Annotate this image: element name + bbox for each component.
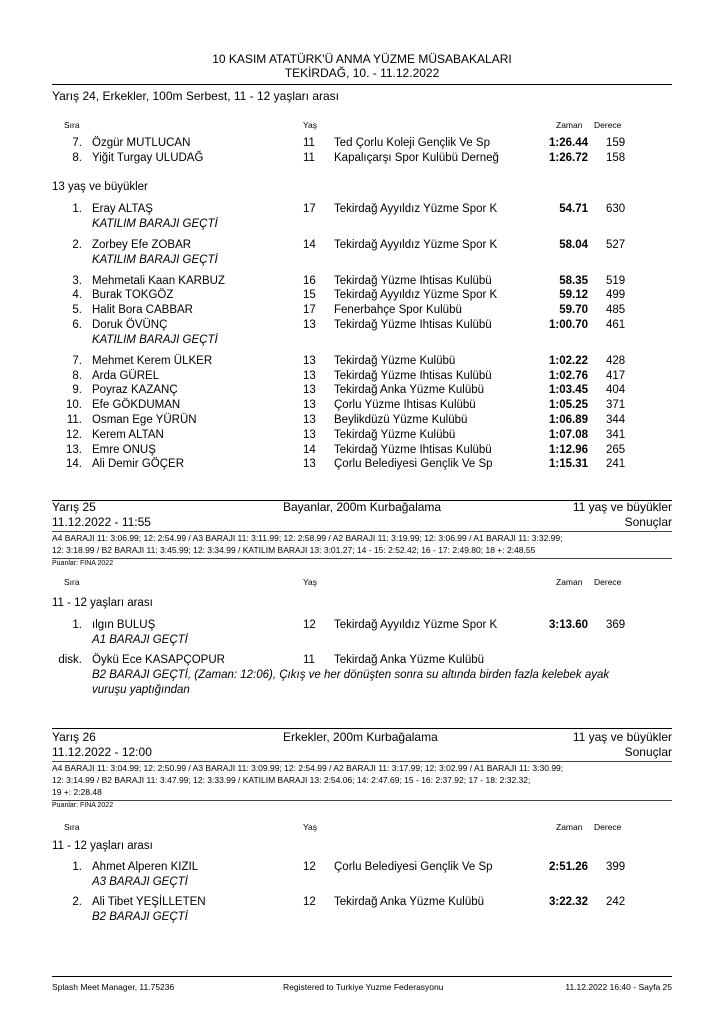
result-place: 1. <box>72 203 82 215</box>
result-club: Beylikdüzü Yüzme Kulübü <box>334 414 468 426</box>
page-title: 10 KASIM ATATÜRK'Ü ANMA YÜZME MÜSABAKALARI <box>212 52 512 66</box>
result-age: 12 <box>303 861 316 873</box>
result-place: 2. <box>72 896 82 908</box>
result-points: 241 <box>606 458 626 471</box>
result-age: 13 <box>303 414 316 426</box>
result-points: 344 <box>606 414 626 426</box>
result-place: 7. <box>72 137 82 149</box>
result-name: Ali Tibet YEŞİLLETEN <box>92 896 206 908</box>
result-age: 12 <box>303 896 316 908</box>
result-points: 461 <box>606 319 626 331</box>
result-row <box>0 444 724 459</box>
result-row <box>0 384 724 399</box>
result-row <box>0 289 724 304</box>
result-points: 630 <box>606 203 626 215</box>
result-age: 14 <box>303 238 316 251</box>
race25-category: 11 yaş ve büyükler <box>572 500 672 514</box>
result-time: 1:02.22 <box>548 354 588 367</box>
result-time: 59.12 <box>559 289 588 302</box>
result-row <box>0 654 724 669</box>
result-time: 3:13.60 <box>548 619 588 631</box>
result-name: ılgın BULUŞ <box>92 619 156 631</box>
result-club: Tekirdağ Ayyıldız Yüzme Spor K <box>334 203 498 215</box>
footer-page-info: 11.12.2022 16:40 - Sayfa 25 <box>565 982 672 992</box>
result-row <box>0 203 724 218</box>
race25-datetime: 11.12.2022 - 11:55 <box>52 515 151 529</box>
result-place: 4. <box>72 289 82 302</box>
result-time: 1:12.96 <box>548 443 588 456</box>
result-name: Özgür MUTLUCAN <box>92 137 191 149</box>
header-divider <box>52 84 672 85</box>
result-club: Tekirdağ Yüzme Kulübü <box>334 428 456 441</box>
result-place: 1. <box>72 861 82 873</box>
result-place: 5. <box>72 304 82 317</box>
result-age: 11 <box>303 137 315 149</box>
result-club: Tekirdağ Yüzme Ihtisas Kulübü <box>334 274 492 287</box>
race26-qualifying-line1: A4 BARAJI 11: 3:04.99; 12: 2:50.99 / A3 BARAJI 11: 3:09.99; 12: 2:54.99 / A2 BARAJI 11: 3:17.99; 12: 3:02.99 / A1 BARAJI 11: 3:30.99; <box>52 763 564 773</box>
result-points: 417 <box>606 369 626 382</box>
result-name: Eray ALTAŞ <box>92 203 153 215</box>
result-points: 369 <box>606 619 626 631</box>
result-time: 1:07.08 <box>548 428 588 441</box>
result-club: Tekirdağ Ayyıldız Yüzme Spor K <box>334 619 498 631</box>
col-time: Zaman <box>556 120 583 130</box>
result-age: 13 <box>303 428 316 441</box>
result-row <box>0 399 724 414</box>
result-name: Emre ONUŞ <box>92 443 156 456</box>
result-points: 159 <box>606 137 626 149</box>
result-club: Tekirdağ Anka Yüzme Kulübü <box>334 384 485 397</box>
result-age: 17 <box>303 304 316 317</box>
result-place: 6. <box>72 319 82 331</box>
result-age: 13 <box>303 369 316 382</box>
result-points: 499 <box>606 289 626 302</box>
result-age: 15 <box>303 289 316 302</box>
result-row <box>0 355 724 370</box>
result-time: 1:26.72 <box>548 152 588 164</box>
result-row <box>0 275 724 290</box>
result-age: 13 <box>303 384 316 397</box>
result-row <box>0 152 724 167</box>
result-club: Ted Çorlu Koleji Gençlik Ve Sp <box>334 137 490 149</box>
result-row <box>0 239 724 254</box>
result-points: 341 <box>606 428 626 441</box>
col-place: Sıra <box>64 822 80 832</box>
race26-column-headers <box>0 822 724 837</box>
result-club: Çorlu Belediyesi Gençlik Ve Sp <box>334 861 493 873</box>
result-name: Ahmet Alperen KIZIL <box>92 861 199 873</box>
result-club: Tekirdağ Yüzme Ihtisas Kulübü <box>334 319 492 331</box>
result-age: 13 <box>303 458 316 471</box>
result-name: Halit Bora CABBAR <box>92 304 193 317</box>
race25-status: Sonuçlar <box>624 515 672 529</box>
result-time: 3:22.32 <box>548 896 588 908</box>
result-time: 1:15.31 <box>548 458 588 471</box>
race25-qual-divider-bottom <box>52 558 672 559</box>
result-time: 2:51.26 <box>548 861 588 873</box>
race26-points-system: Puanlar: FINA 2022 <box>52 802 114 809</box>
col-points: Derece <box>594 577 622 587</box>
result-place: 8. <box>72 152 82 164</box>
result-row <box>0 370 724 385</box>
col-time: Zaman <box>556 822 583 832</box>
result-club: Tekirdağ Yüzme Kulübü <box>334 354 456 367</box>
result-club: Tekirdağ Ayyıldız Yüzme Spor K <box>334 289 498 302</box>
col-age: Yaş <box>303 120 318 130</box>
result-points: 527 <box>606 238 626 251</box>
race26-datetime: 11.12.2022 - 12:00 <box>52 745 152 759</box>
result-name: Arda GÜREL <box>92 369 160 382</box>
result-age: 17 <box>303 203 316 215</box>
result-row <box>0 304 724 319</box>
result-time: 1:02.76 <box>548 369 588 382</box>
result-place: 9. <box>72 384 82 397</box>
col-place: Sıra <box>64 577 80 587</box>
result-club: Tekirdağ Anka Yüzme Kulübü <box>334 654 485 666</box>
result-time: 1:06.89 <box>548 414 588 426</box>
result-time: 1:00.70 <box>548 319 588 331</box>
race25-qualifying-line2: 12: 3:18.99 / B2 BARAJI 11: 3:45.99; 12: 3:34.99 / KATILIM BARAJI 13: 3:01.27; 14 - 15: 2:52.42; 16 - 17: 2:49.80; 18 +: 2:48.55 <box>52 545 536 555</box>
race26-group: 11 - 12 yaşları arası <box>52 840 153 852</box>
result-row <box>0 429 724 444</box>
result-row <box>0 137 724 152</box>
result-place: 3. <box>72 274 82 287</box>
race26-number: Yarış 26 <box>52 730 96 744</box>
footer-divider <box>52 976 672 977</box>
race26-qual-divider-bottom <box>52 800 672 801</box>
col-place: Sıra <box>64 120 80 130</box>
result-name: Mehmetali Kaan KARBUZ <box>92 274 225 287</box>
result-place: 2. <box>72 238 82 251</box>
result-age: 13 <box>303 354 316 367</box>
result-club: Kapalıçarşı Spor Kulübü Derneğ <box>334 152 499 164</box>
result-age: 16 <box>303 274 316 287</box>
result-time: 59.70 <box>559 304 588 317</box>
result-name: Kerem ALTAN <box>92 428 164 441</box>
result-row <box>0 619 724 634</box>
result-points: 265 <box>606 443 626 456</box>
result-club: Tekirdağ Yüzme Ihtisas Kulübü <box>334 369 492 382</box>
race25-points-system: Puanlar: FINA 2022 <box>52 560 114 567</box>
footer-registration: Registered to Turkiye Yuzme Federasyonu <box>283 982 444 992</box>
result-name: Doruk ÖVÜNÇ <box>92 319 168 331</box>
result-club: Tekirdağ Anka Yüzme Kulübü <box>334 896 485 908</box>
result-note: KATILIM BARAJI GEÇTİ <box>92 333 218 346</box>
result-points: 242 <box>606 896 626 908</box>
race24-title: Yarış 24, Erkekler, 100m Serbest, 11 - 12 yaşları arası <box>52 89 340 103</box>
race24-column-headers <box>0 120 724 135</box>
result-club: Tekirdağ Yüzme Ihtisas Kulübü <box>334 443 492 456</box>
result-time: 54.71 <box>559 203 588 215</box>
result-points: 371 <box>606 399 626 412</box>
result-note: A3 BARAJI GEÇTİ <box>92 876 188 888</box>
result-note: B2 BARAJI GEÇTİ <box>92 911 188 923</box>
result-points: 519 <box>606 274 626 287</box>
result-age: 12 <box>303 619 316 631</box>
race25-column-headers <box>0 577 724 592</box>
result-place: 12. <box>66 428 82 441</box>
result-time: 58.04 <box>559 238 588 251</box>
result-place: 10. <box>66 399 82 412</box>
result-name: Zorbey Efe ZOBAR <box>92 238 192 251</box>
result-place: 8. <box>72 369 82 382</box>
result-name: Öykü Ece KASAPÇOPUR <box>92 654 225 666</box>
col-points: Derece <box>594 120 622 130</box>
race25-qualifying-line1: A4 BARAJI 11: 3:06.99; 12: 2:54.99 / A3 BARAJI 11: 3:11.99; 12: 2:58.99 / A2 BARAJI 11: 3:19.99; 12: 3:06.99 / A1 BARAJI 11: 3:32.99; <box>52 533 563 543</box>
race25-event: Bayanlar, 200m Kurbağalama <box>283 500 442 514</box>
result-age: 11 <box>303 152 315 164</box>
result-points: 428 <box>606 354 626 367</box>
result-name: Burak TOKGÖZ <box>92 289 174 302</box>
race26-divider <box>52 728 672 729</box>
race26-status: Sonuçlar <box>624 745 672 759</box>
race26-qualifying-line3: 19 +: 2:28.48 <box>52 787 102 797</box>
result-time: 1:26.44 <box>548 137 588 149</box>
col-time: Zaman <box>556 577 583 587</box>
result-club: Tekirdağ Ayyıldız Yüzme Spor K <box>334 238 498 251</box>
result-points: 404 <box>606 384 626 397</box>
result-time: 1:05.25 <box>548 399 588 412</box>
result-points: 485 <box>606 304 626 317</box>
result-name: Mehmet Kerem ÜLKER <box>92 354 213 367</box>
result-place: 11. <box>66 414 82 426</box>
result-row <box>0 414 724 429</box>
result-age: 13 <box>303 399 316 412</box>
result-note-cont: vuruşu yaptığından <box>92 684 190 696</box>
result-place: 1. <box>72 619 82 631</box>
race25-number: Yarış 25 <box>52 500 96 514</box>
result-points: 399 <box>606 861 626 873</box>
result-row <box>0 896 724 911</box>
race26-qual-divider <box>52 761 672 762</box>
result-age: 14 <box>303 443 316 456</box>
result-time: 1:03.45 <box>548 384 588 397</box>
race25-group: 11 - 12 yaşları arası <box>52 597 153 609</box>
result-note: KATILIM BARAJI GEÇTİ <box>92 217 218 230</box>
result-place: 7. <box>72 354 82 367</box>
result-row <box>0 458 724 473</box>
result-name: Poyraz KAZANÇ <box>92 384 178 397</box>
result-name: Ali Demir GÖÇER <box>92 458 185 471</box>
result-row <box>0 319 724 334</box>
result-name: Yiğit Turgay ULUDAĞ <box>92 152 204 164</box>
race25-qual-divider <box>52 531 672 532</box>
col-age: Yaş <box>303 577 318 587</box>
result-points: 158 <box>606 152 626 164</box>
result-place: 14. <box>66 458 82 471</box>
race24-group-13plus: 13 yaş ve büyükler <box>52 181 148 193</box>
result-club: Çorlu Yüzme Ihtisas Kulübü <box>334 399 476 412</box>
race26-category: 11 yaş ve büyükler <box>572 730 672 744</box>
col-age: Yaş <box>303 822 318 832</box>
result-age: 13 <box>303 319 316 331</box>
race26-qualifying-line2: 12: 3:14.99 / B2 BARAJI 11: 3:47.99; 12: 3:33.99 / KATILIM BARAJI 13: 2:54.06; 14: 2:47.69; 15 - 16: 2:37.92; 17 - 18: 2:32.32; <box>52 775 531 785</box>
page-subtitle: TEKİRDAĞ, 10. - 11.12.2022 <box>284 66 440 80</box>
result-row <box>0 861 724 876</box>
result-name: Efe GÖKDUMAN <box>92 399 181 412</box>
result-age: 11 <box>303 654 315 666</box>
result-place: disk. <box>58 654 82 666</box>
result-place: 13. <box>66 443 82 456</box>
race26-event: Erkekler, 200m Kurbağalama <box>283 730 438 744</box>
footer-software: Splash Meet Manager, 11.75236 <box>52 982 175 992</box>
result-time: 58.35 <box>559 274 588 287</box>
col-points: Derece <box>594 822 622 832</box>
result-name: Osman Ege YÜRÜN <box>92 414 197 426</box>
result-club: Çorlu Belediyesi Gençlik Ve Sp <box>334 458 493 471</box>
result-note: A1 BARAJI GEÇTİ <box>92 634 188 646</box>
result-note: KATILIM BARAJI GEÇTİ <box>92 253 218 266</box>
result-note: B2 BARAJI GEÇTİ, (Zaman: 12:06), Çıkış ve her dönüşten sonra su altında birden fazla kelebek ayak <box>92 669 610 681</box>
result-club: Fenerbahçe Spor Kulübü <box>334 304 462 317</box>
